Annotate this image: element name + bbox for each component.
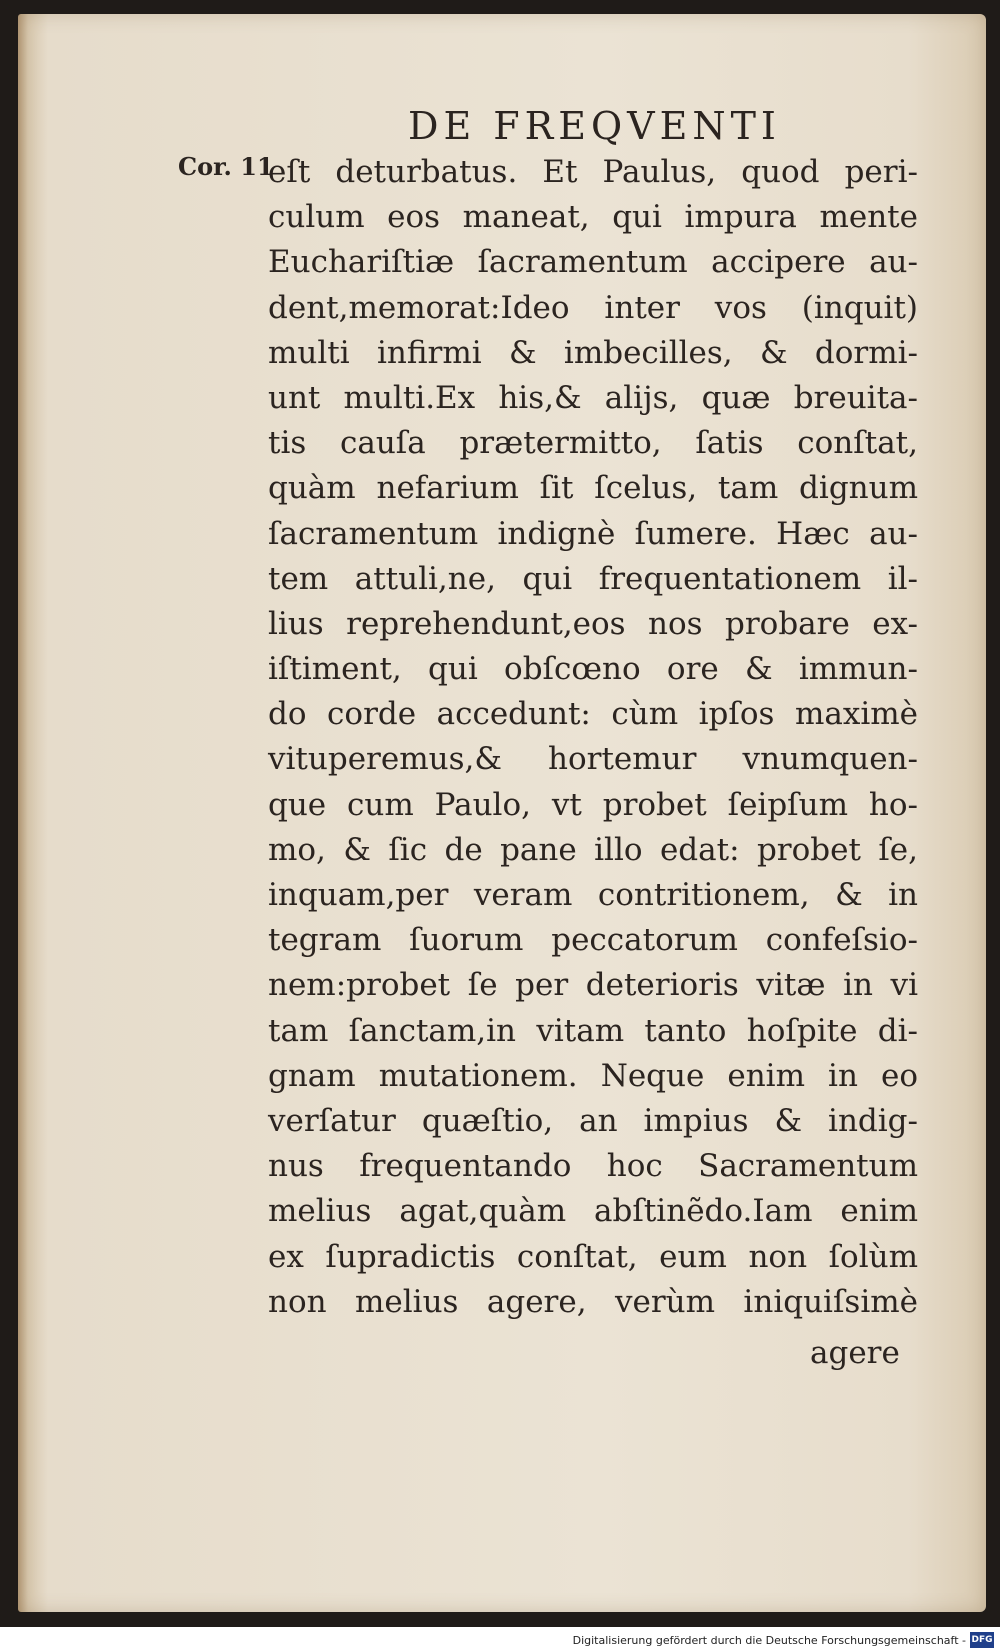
text-line: melius agat,quàm abſtinẽdo.Iam enim <box>268 1193 918 1230</box>
text-line: dent,memorat:Ideo inter vos (inquit) <box>268 289 918 326</box>
text-line: mo, & ſic de pane illo edat: probet ſe, <box>268 831 918 868</box>
text-line: tegram ſuorum peccatorum confeſsio- <box>268 922 918 959</box>
text-line: gnam mutationem. Neque enim in eo <box>268 1057 918 1094</box>
catchword: agere <box>810 1335 900 1371</box>
text-line: nus frequentando hoc Sacramentum <box>268 1148 918 1185</box>
body-text <box>268 150 918 1325</box>
dfg-logo: DFG <box>970 1632 994 1648</box>
text-line: tis cauſa prætermitto, ſatis conſtat, <box>268 425 918 462</box>
text-line: tam ſanctam,in vitam tanto hoſpite di- <box>268 1012 918 1049</box>
text-line: verſatur quæſtio, an impius & indig- <box>268 1102 918 1139</box>
margin-note: Cor. 11 <box>178 152 274 181</box>
text-line: lius reprehendunt,eos nos probare ex- <box>268 605 918 642</box>
text-line: culum eos maneat, qui impura mente <box>268 199 918 236</box>
text-line: eſt deturbatus. Et Paulus, quod peri- <box>268 154 918 190</box>
text-line: multi infirmi & imbecilles, & dormi- <box>268 334 918 371</box>
text-line: quàm nefarium ſit ſcelus, tam dignum <box>268 470 918 507</box>
funding-credit: Digitalisierung gefördert durch die Deutsche Forschungsgemeinschaft - <box>572 1634 966 1647</box>
text-line: tem attuli,ne, qui frequentationem il- <box>268 560 918 597</box>
text-line: non melius agere, verùm iniquiſsimè <box>268 1283 918 1320</box>
text-line: do corde accedunt: cùm ipſos maximè <box>268 696 918 733</box>
text-line: iſtiment, qui obſcœno ore & immun- <box>268 651 918 688</box>
footer-bar <box>0 1627 1000 1651</box>
running-head: DE FREQVENTI <box>408 104 781 148</box>
text-line: Euchariſtiæ ſacramentum accipere au- <box>268 244 918 281</box>
text-line: nem:probet ſe per deterioris vitæ in vi <box>268 967 918 1004</box>
text-line: inquam,per veram contritionem, & in <box>268 877 918 913</box>
text-line: unt multi.Ex his,& alijs, quæ breuita- <box>268 379 918 416</box>
text-line: vituperemus,& hortemur vnumquen- <box>268 741 918 778</box>
text-line: ex ſupradictis conſtat, eum non ſolùm <box>268 1238 918 1275</box>
text-line: que cum Paulo, vt probet ſeipſum ho- <box>268 786 918 823</box>
text-line: ſacramentum indignè ſumere. Hæc au- <box>268 515 918 552</box>
